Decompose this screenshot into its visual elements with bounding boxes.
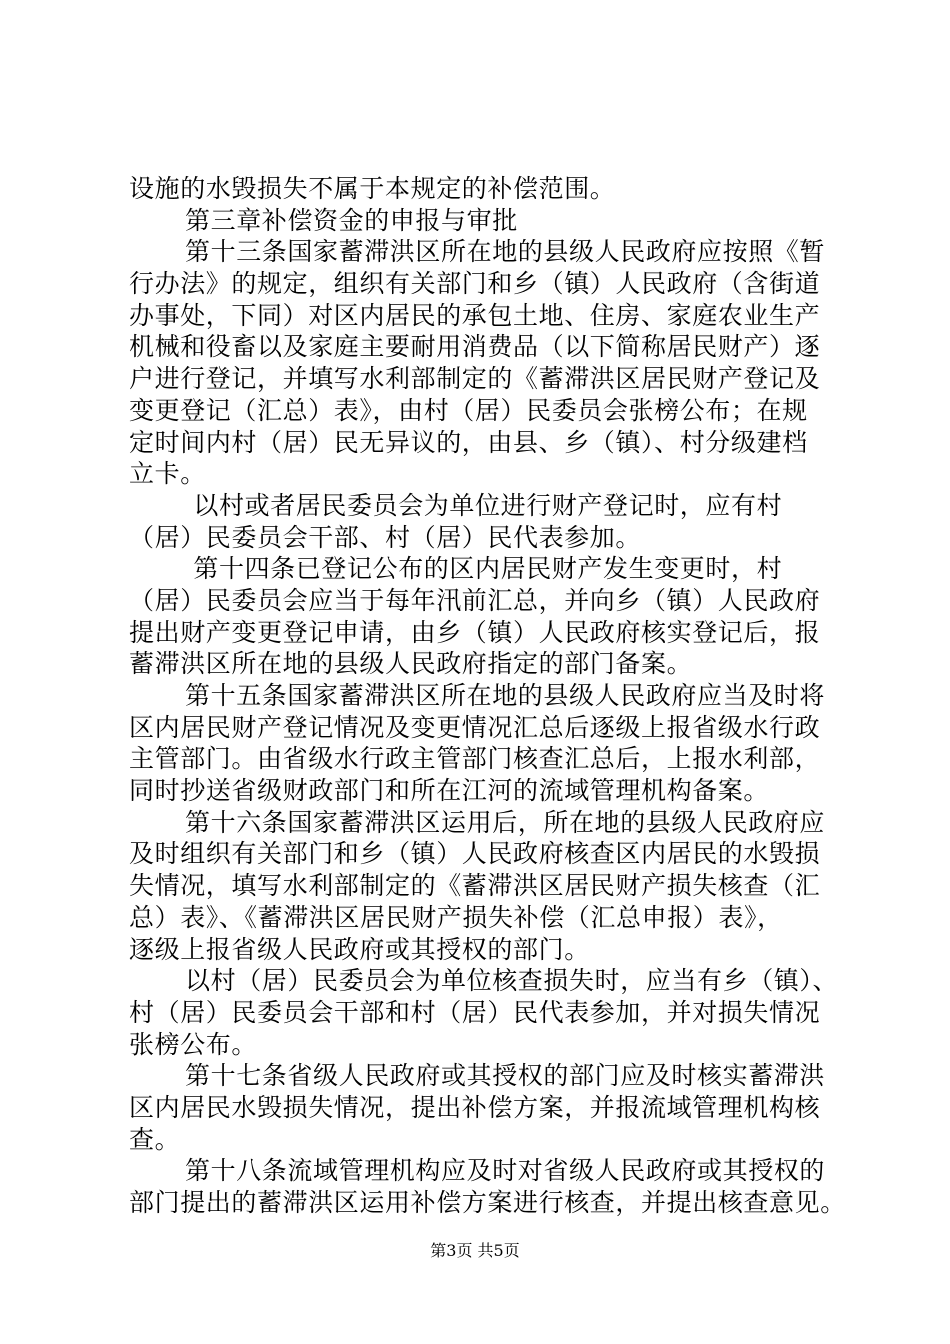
paragraph-line: 同时抄送省级财政部门和所在江河的流域管理机构备案。 — [129, 776, 770, 806]
paragraph-line: 第十五条国家蓄滞洪区所在地的县级人民政府应当及时将 — [185, 681, 826, 710]
paragraph-line: 查。 — [129, 1124, 181, 1154]
paragraph-line: 总）表》、《蓄滞洪区居民财产损失补偿（汇总申报）表》， — [129, 902, 783, 932]
paragraph-line: 村（居）民委员会干部和村（居）民代表参加，并对损失情况 — [129, 997, 821, 1027]
paragraph-line: 第三章补偿资金的申报与审批 — [185, 205, 518, 235]
paragraph-line: 户进行登记，并填写水利部制定的《蓄滞洪区居民财产登记及 — [129, 364, 821, 394]
paragraph-line: 变更登记（汇总）表》，由村（居）民委员会张榜公布；在规 — [129, 395, 808, 425]
paragraph-line: （居）民委员会应当于每年汛前汇总，并向乡（镇）人民政府 — [129, 585, 821, 615]
document-body — [129, 173, 846, 1219]
paragraph-line: 第十三条国家蓄滞洪区所在地的县级人民政府应按照《暂 — [185, 237, 826, 267]
paragraph-line: 以村或者居民委员会为单位进行财产登记时，应有村 — [193, 490, 783, 520]
paragraph-line: 机械和役畜以及家庭主要耐用消费品（以下简称居民财产）逐 — [129, 332, 821, 362]
paragraph-line: 张榜公布。 — [129, 1029, 258, 1059]
paragraph — [129, 1155, 846, 1218]
paragraph-line: 提出财产变更登记申请，由乡（镇）人民政府核实登记后，报 — [129, 617, 821, 647]
paragraph-line: 主管部门。由省级水行政主管部门核查汇总后，上报水利部， — [129, 744, 821, 774]
paragraph-line: 行办法》的规定，组织有关部门和乡（镇）人民政府（含街道 — [129, 269, 821, 299]
paragraph-line: 以村（居）民委员会为单位核查损失时，应当有乡（镇）、 — [185, 966, 839, 996]
paragraph-line: 区内居民财产登记情况及变更情况汇总后逐级上报省级水行政 — [129, 712, 821, 742]
paragraph-line: 设施的水毁损失不属于本规定的补偿范围。 — [129, 174, 616, 203]
paragraph-line: 区内居民水毁损失情况，提出补偿方案，并报流域管理机构核 — [129, 1092, 821, 1122]
paragraph-line: 部门提出的蓄滞洪区运用补偿方案进行核查，并提出核查意见。 — [129, 1188, 846, 1217]
paragraph-line: 第十四条已登记公布的区内居民财产发生变更时，村 — [193, 554, 783, 584]
paragraph-line: 失情况，填写水利部制定的《蓄滞洪区居民财产损失核查（汇 — [129, 871, 821, 901]
paragraph-line: 逐级上报省级人民政府或其授权的部门。 — [129, 934, 590, 964]
paragraph-line: 第十八条流域管理机构应及时对省级人民政府或其授权的 — [185, 1156, 826, 1186]
paragraph — [129, 173, 841, 205]
paragraph — [129, 1060, 841, 1155]
page-footer: 第3页 共5页 — [430, 1241, 520, 1260]
paragraph-line: 办事处，下同）对区内居民的承包土地、住房、家庭农业生产 — [129, 300, 821, 330]
paragraph-line: 蓄滞洪区所在地的县级人民政府指定的部门备案。 — [129, 649, 693, 679]
paragraph-line: （居）民委员会干部、村（居）民代表参加。 — [129, 522, 642, 552]
paragraph — [129, 965, 841, 1060]
paragraph-line: 立卡。 — [129, 459, 206, 489]
paragraph — [129, 205, 841, 237]
paragraph — [129, 680, 841, 807]
paragraph — [129, 490, 841, 553]
paragraph-line: 及时组织有关部门和乡（镇）人民政府核查区内居民的水毁损 — [129, 839, 821, 869]
paragraph — [129, 553, 841, 680]
paragraph-line: 定时间内村（居）民无异议的，由县、乡（镇）、村分级建档 — [129, 427, 808, 457]
paragraph — [129, 236, 841, 490]
paragraph-line: 第十六条国家蓄滞洪区运用后，所在地的县级人民政府应 — [185, 807, 826, 837]
paragraph-line: 第十七条省级人民政府或其授权的部门应及时核实蓄滞洪 — [185, 1061, 826, 1091]
paragraph — [129, 807, 841, 965]
